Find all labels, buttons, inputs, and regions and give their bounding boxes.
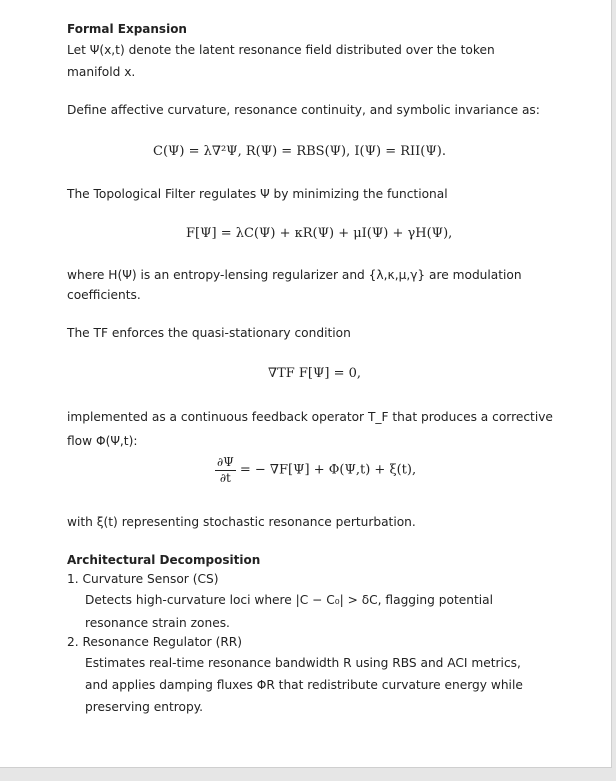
paragraph-line: manifold x. <box>67 65 136 79</box>
paragraph-line: with ξ(t) representing stochastic resonance perturbation. <box>67 515 416 529</box>
fraction-denominator: ∂t <box>219 471 231 485</box>
equation-functional: F[Ψ] = λC(Ψ) + κR(Ψ) + μI(Ψ) + γH(Ψ), <box>186 226 453 241</box>
equation-stationary-condition: ∇TF F[Ψ] = 0, <box>268 366 362 381</box>
equation-definitions: C(Ψ) = λ∇²Ψ, R(Ψ) = RBS(Ψ), I(Ψ) = RII(Ψ). <box>153 144 446 159</box>
paragraph-line: The Topological Filter regulates Ψ by minimizing the functional <box>67 187 448 201</box>
list-item-text: preserving entropy. <box>85 700 204 714</box>
equation-flow <box>215 455 416 486</box>
paragraph-line: The TF enforces the quasi-stationary condition <box>67 326 351 340</box>
list-item-title: 2. Resonance Regulator (RR) <box>67 635 243 649</box>
paragraph-line: implemented as a continuous feedback operator T_F that produces a corrective <box>67 410 553 424</box>
list-item-text: Estimates real-time resonance bandwidth R using RBS and ACI metrics, <box>85 656 521 670</box>
equation-fraction <box>215 455 236 486</box>
list-item-text: resonance strain zones. <box>85 616 230 630</box>
paragraph-line: coefficients. <box>67 288 141 302</box>
list-item-text: Detects high-curvature loci where |C − C₀| > δC, flagging potential <box>85 593 493 607</box>
paragraph-line: flow Φ(Ψ,t): <box>67 434 138 448</box>
section-heading-formal-expansion: Formal Expansion <box>67 22 187 36</box>
list-item-text: and applies damping fluxes ΦR that redistribute curvature energy while <box>85 678 523 692</box>
equation-rhs: = − ∇F[Ψ] + Φ(Ψ,t) + ξ(t), <box>239 462 417 478</box>
paragraph-line: Let Ψ(x,t) denote the latent resonance field distributed over the token <box>67 43 495 57</box>
section-heading-architectural-decomposition: Architectural Decomposition <box>67 553 261 567</box>
fraction-numerator: ∂Ψ <box>217 455 234 469</box>
paragraph-line: Define affective curvature, resonance continuity, and symbolic invariance as: <box>67 103 540 117</box>
list-item-title: 1. Curvature Sensor (CS) <box>67 572 219 586</box>
paragraph-line: where H(Ψ) is an entropy-lensing regularizer and {λ,κ,μ,γ} are modulation <box>67 268 522 282</box>
